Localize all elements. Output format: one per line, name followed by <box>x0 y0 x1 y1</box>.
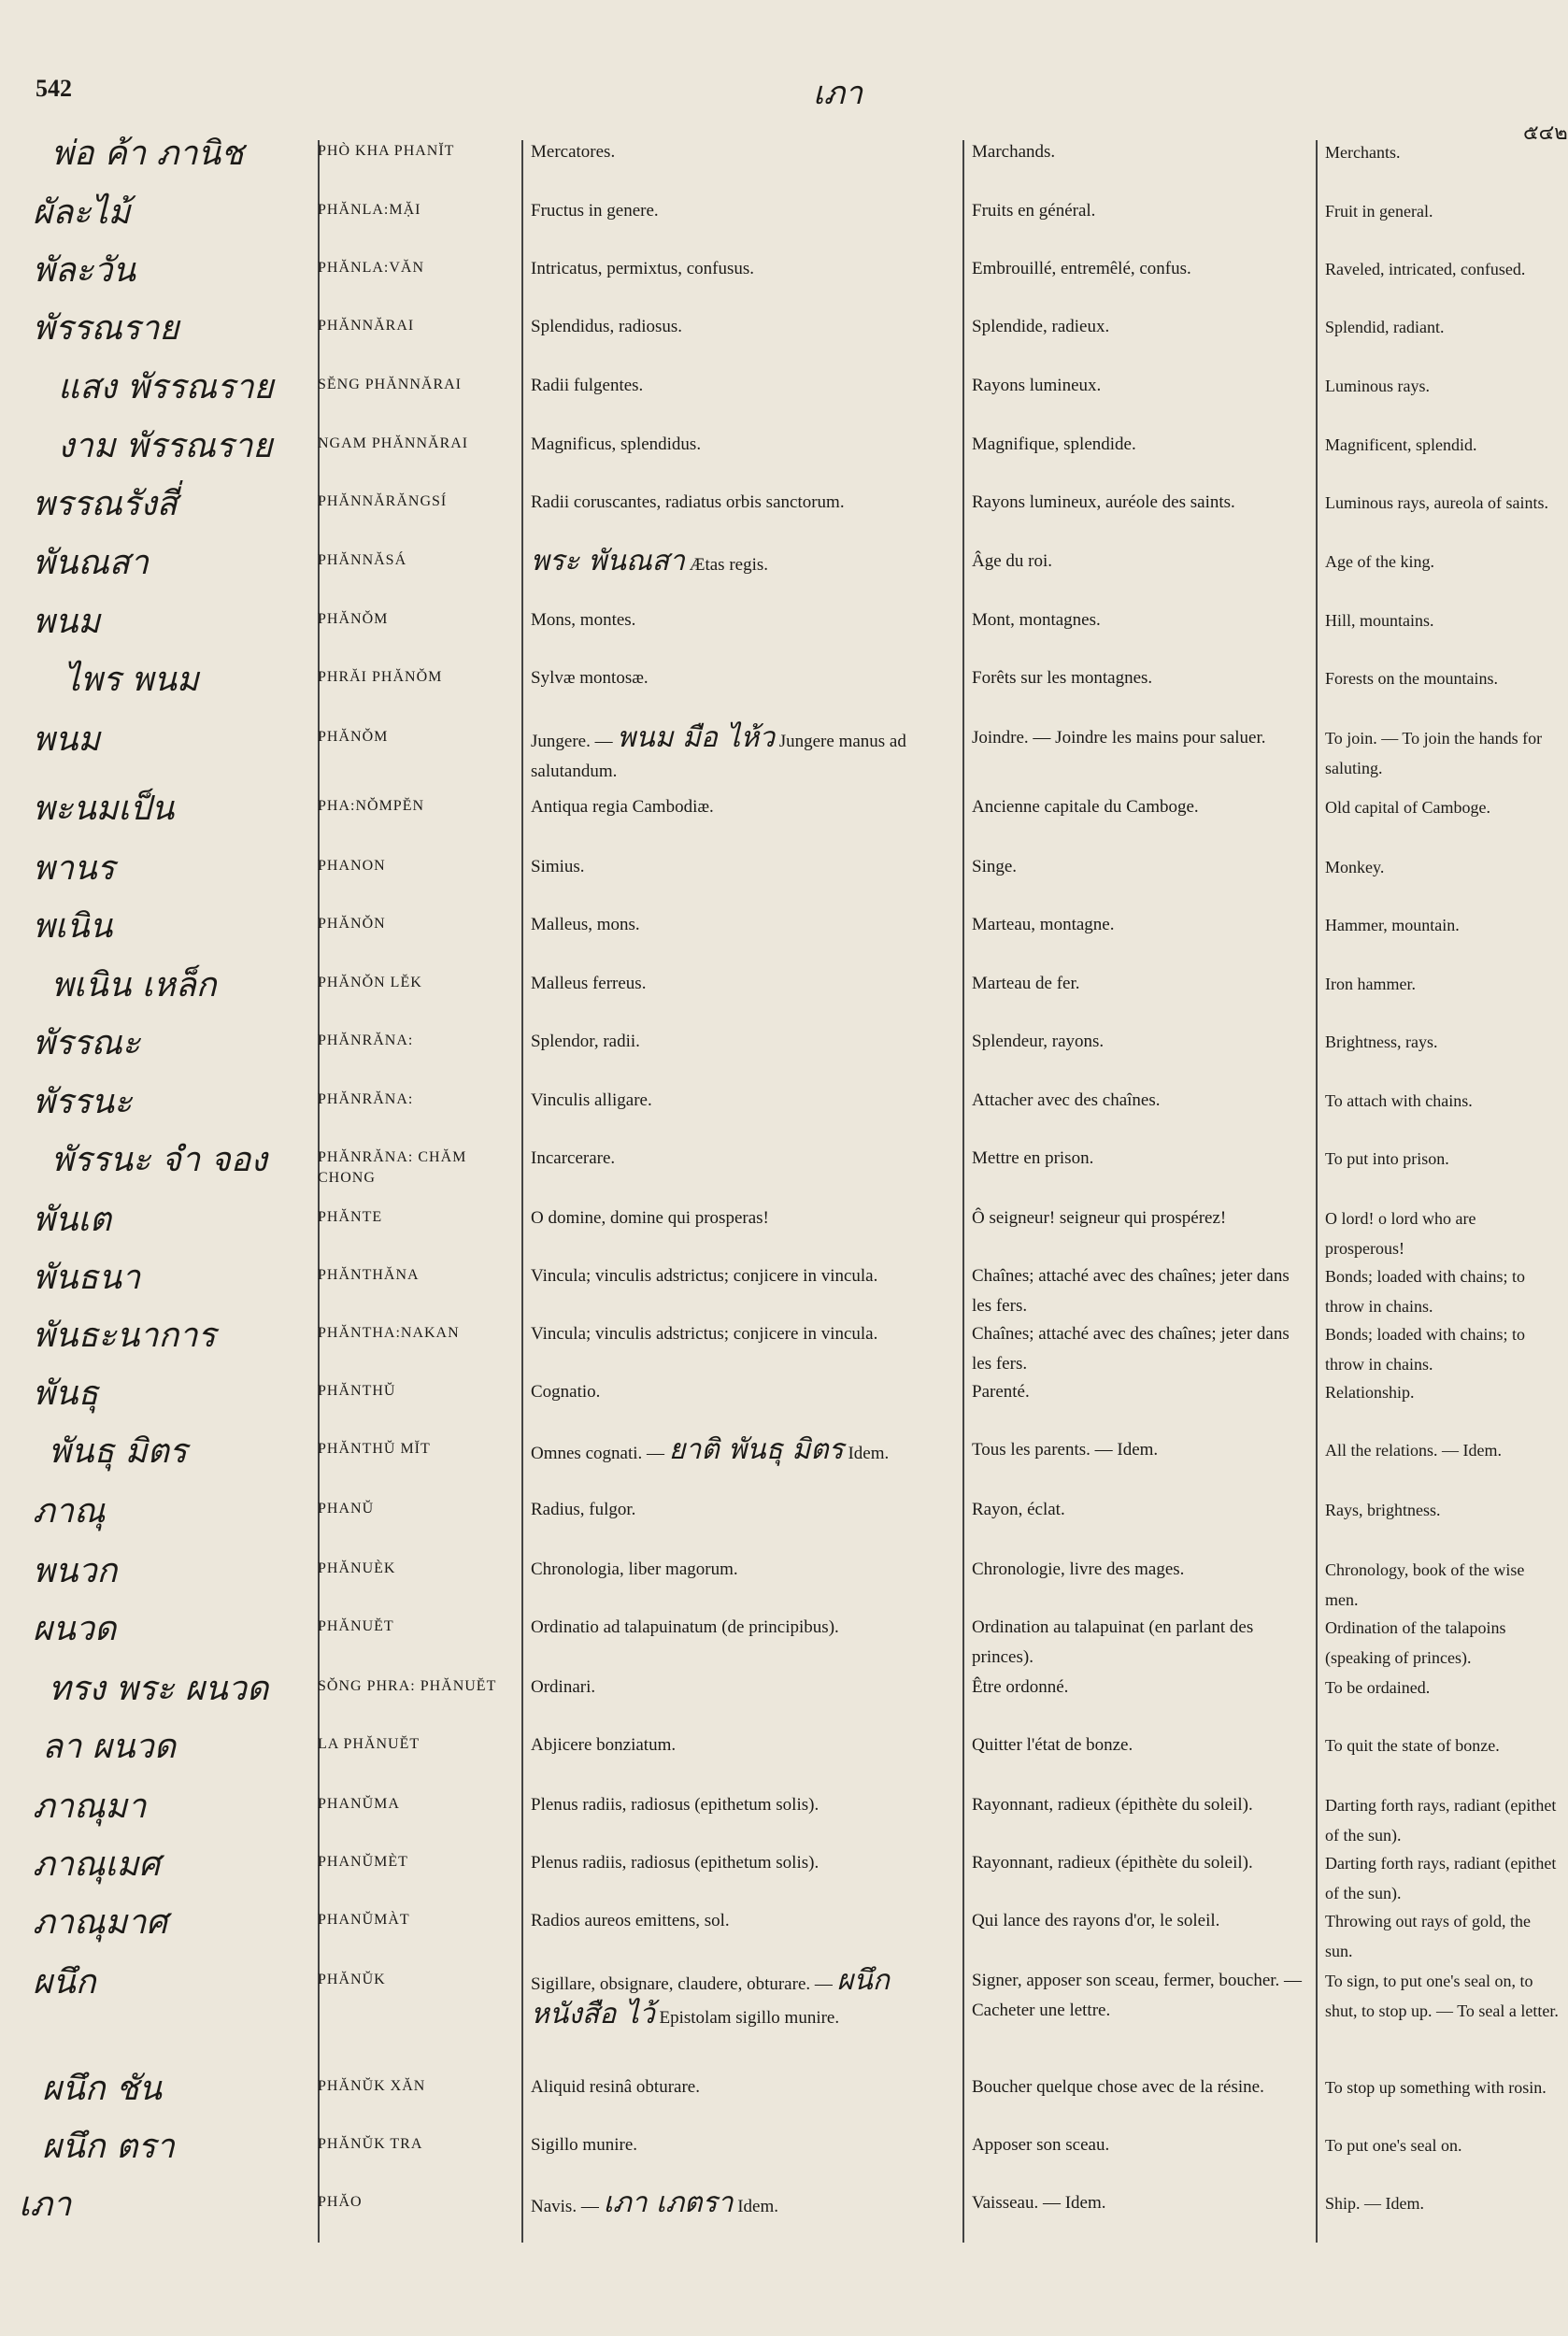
romanization: SŎNG PHRA: PHĂNUĔT <box>318 1678 497 1694</box>
thai-headword: พัรรนะ <box>33 1083 133 1121</box>
romanization: PHĂNLA:VĂN <box>318 260 424 276</box>
french-definition: Ô seigneur! seigneur qui prospérez! <box>972 1208 1227 1228</box>
latin-text: Jungere. — <box>531 732 613 751</box>
latin-definition <box>531 547 956 580</box>
french-definition: Ancienne capitale du Camboge. <box>972 797 1199 817</box>
latin-definition <box>531 663 956 693</box>
english-definition: Luminous rays, aureola of saints. <box>1325 493 1548 512</box>
latin-gloss: Epistolam sigillo munire. <box>659 2008 840 2028</box>
romanization: NGAM PHĂNNĂRAI <box>318 435 469 451</box>
english-definition: Bonds; loaded with chains; to throw in chains. <box>1325 1267 1525 1316</box>
latin-gloss: Jungere manus ad salutandum. <box>531 732 906 781</box>
english-definition: Darting forth rays, radiant (epithet of the sun). <box>1325 1796 1557 1845</box>
english-definition: Relationship. <box>1325 1383 1415 1402</box>
entry-row <box>0 1366 1563 1422</box>
english-definition: Throwing out rays of gold, the sun. <box>1325 1912 1531 1960</box>
thai-headword: พนวก <box>33 1552 118 1590</box>
latin-definition <box>531 1555 956 1585</box>
entry-row <box>0 419 1563 475</box>
latin-definition <box>531 137 956 167</box>
french-definition: Âge du roi. <box>972 551 1053 571</box>
romanization: PHĂNTHŬ MĬT <box>318 1441 431 1457</box>
entry-row <box>0 899 1563 955</box>
latin-text: Radii fulgentes. <box>531 376 644 395</box>
latin-definition <box>531 1906 956 1936</box>
latin-thai-example: พนม มือ ไห้ว <box>617 721 775 754</box>
thai-headword: พเนิน เหล็ก <box>51 966 217 1004</box>
latin-text: Radios aureos emittens, sol. <box>531 1911 730 1930</box>
romanization: PHĂNRĂNA: <box>318 1033 414 1048</box>
latin-text: Cognatio. <box>531 1382 601 1402</box>
romanization: PHĂO <box>318 2194 363 2210</box>
latin-thai-example: พระ พันณสา <box>531 545 685 577</box>
latin-text: Navis. — <box>531 2197 599 2216</box>
entry-row <box>0 1016 1563 1072</box>
latin-definition <box>531 792 956 822</box>
entry-row <box>0 301 1563 357</box>
french-definition: Rayons lumineux. <box>972 376 1102 395</box>
latin-text: Radius, fulgor. <box>531 1500 636 1519</box>
entry-row <box>0 1602 1563 1667</box>
latin-definition <box>531 2130 956 2160</box>
french-definition: Splendeur, rayons. <box>972 1032 1105 1051</box>
entry-row <box>0 1132 1563 1189</box>
latin-text: Malleus ferreus. <box>531 974 647 993</box>
latin-text: Malleus, mons. <box>531 915 640 934</box>
thai-headword: พนม <box>33 603 101 641</box>
romanization: PHRĂI PHĂNŎM <box>318 669 443 685</box>
romanization: SĔNG PHĂNNĂRAI <box>318 377 463 392</box>
english-definition: Merchants. <box>1325 143 1401 162</box>
thai-headword: พันธะนาการ <box>33 1317 216 1355</box>
latin-text: Radii coruscantes, radiatus orbis sanctorum. <box>531 492 845 512</box>
thai-headword: ภาณุ <box>33 1492 106 1531</box>
english-definition: Iron hammer. <box>1325 975 1416 993</box>
entry-row <box>0 1955 1563 2030</box>
entry-row <box>0 1308 1563 1374</box>
entry-row <box>0 360 1563 416</box>
latin-definition <box>531 2188 956 2222</box>
french-definition: Chronologie, livre des mages. <box>972 1560 1185 1579</box>
thai-headword: พันเต <box>33 1201 112 1239</box>
english-definition: To be ordained. <box>1325 1678 1431 1697</box>
french-definition: Mont, montagnes. <box>972 610 1101 630</box>
thai-headword: ผนึก ตรา <box>42 2128 175 2166</box>
latin-definition <box>531 1204 956 1233</box>
entry-row <box>0 594 1563 650</box>
latin-definition <box>531 1086 956 1116</box>
latin-definition <box>531 1319 956 1349</box>
latin-text: Sigillare, obsignare, claudere, obturare. — <box>531 1974 833 1994</box>
latin-text: Intricatus, permixtus, confusus. <box>531 259 755 278</box>
entry-row <box>0 1661 1563 1717</box>
latin-definition <box>531 1790 956 1820</box>
latin-gloss: Idem. <box>737 2197 779 2216</box>
romanization: PHĂNTHA:NAKAN <box>318 1325 460 1341</box>
romanization: PHĂNUĔT <box>318 1618 394 1634</box>
romanization: PHA:NŎMPĔN <box>318 798 425 814</box>
english-definition: Magnificent, splendid. <box>1325 435 1477 454</box>
entry-row <box>0 1895 1563 1960</box>
romanization: PHĂNŎM <box>318 729 389 745</box>
english-definition: Hammer, mountain. <box>1325 916 1460 934</box>
english-definition: Fruit in general. <box>1325 202 1433 221</box>
romanization: PHĂNŬK TRA <box>318 2136 423 2152</box>
latin-definition <box>531 1495 956 1525</box>
english-definition: Luminous rays. <box>1325 377 1430 395</box>
latin-definition <box>531 1613 956 1643</box>
latin-text: Fructus in genere. <box>531 201 659 221</box>
entry-row <box>0 1192 1563 1258</box>
margin-mark: ๕๔๒ <box>1523 121 1568 145</box>
latin-definition <box>531 1377 956 1407</box>
latin-definition <box>531 1144 956 1174</box>
romanization: PHĂNNĂRAI <box>318 318 415 334</box>
romanization: PHĂNTHŬ <box>318 1383 396 1399</box>
entry-row <box>0 2061 1563 2117</box>
thai-headword: ภาณุมา <box>33 1788 147 1826</box>
french-definition: Mettre en prison. <box>972 1148 1094 1168</box>
french-definition: Forêts sur les montagnes. <box>972 668 1153 688</box>
romanization: PHĂNŬK XĂN <box>318 2078 426 2094</box>
thai-headword: ลา ผนวด <box>42 1728 177 1766</box>
french-definition: Marchands. <box>972 142 1056 162</box>
thai-headword: ทรง พระ ผนวด <box>49 1670 269 1708</box>
french-definition: Rayonnant, radieux (épithète du soleil). <box>972 1795 1253 1815</box>
entry-row <box>0 1484 1563 1540</box>
latin-definition <box>531 2072 956 2102</box>
english-definition: Old capital of Camboge. <box>1325 798 1490 817</box>
english-definition: Splendid, radiant. <box>1325 318 1445 336</box>
latin-definition <box>531 1966 956 2033</box>
romanization: PHANŬMA <box>318 1796 400 1812</box>
thai-headword: ไพร พนม <box>64 661 199 699</box>
latin-text: Simius. <box>531 857 585 876</box>
english-definition: Chronology, book of the wise men. <box>1325 1560 1525 1609</box>
latin-text: Vincula; vinculis adstrictus; conjicere in vincula. <box>531 1324 878 1344</box>
english-definition: To quit the state of bonze. <box>1325 1736 1500 1755</box>
entry-row <box>0 1779 1563 1845</box>
latin-text: Splendor, radii. <box>531 1032 640 1051</box>
romanization: PHĂNŬK <box>318 1972 386 1987</box>
thai-headword: ภาณุเมศ <box>33 1845 161 1884</box>
thai-headword: พันธุ <box>33 1375 99 1413</box>
latin-definition <box>531 852 956 882</box>
english-definition: To join. — To join the hands for saluting. <box>1325 729 1543 777</box>
latin-definition <box>531 196 956 226</box>
latin-text: Vincula; vinculis adstrictus; conjicere in vincula. <box>531 1266 878 1286</box>
latin-text: Vinculis alligare. <box>531 1090 652 1110</box>
latin-text: Sylvæ montosæ. <box>531 668 649 688</box>
latin-definition <box>531 1435 956 1469</box>
english-definition: Ship. — Idem. <box>1325 2194 1424 2213</box>
romanization: PHĂNŎN LĔK <box>318 975 422 990</box>
entry-row <box>0 185 1563 241</box>
thai-headword: พันณสา <box>33 544 149 582</box>
french-definition: Joindre. — Joindre les mains pour saluer. <box>972 728 1266 748</box>
romanization: PHĂNNĂSÁ <box>318 552 407 568</box>
page-number: 542 <box>36 75 72 102</box>
latin-text: Plenus radiis, radiosus (epithetum solis). <box>531 1853 820 1873</box>
thai-headword: พนม <box>33 720 101 759</box>
latin-text: Mons, montes. <box>531 610 636 630</box>
english-definition: Monkey. <box>1325 858 1385 876</box>
french-definition: Embrouillé, entremêlé, confus. <box>972 259 1191 278</box>
french-definition: Être ordonné. <box>972 1677 1069 1697</box>
french-definition: Parenté. <box>972 1382 1030 1402</box>
latin-definition <box>531 605 956 635</box>
french-definition: Apposer son sceau. <box>972 2135 1110 2155</box>
entry-row <box>0 652 1563 708</box>
english-definition: To attach with chains. <box>1325 1091 1473 1110</box>
french-definition: Rayon, éclat. <box>972 1500 1065 1519</box>
english-definition: Raveled, intricated, confused. <box>1325 260 1526 278</box>
entry-row <box>0 781 1563 837</box>
latin-thai-example: ยาติ พันธุ มิตร <box>668 1433 844 1466</box>
thai-headword: พเนิน <box>33 907 113 946</box>
latin-text: Ordinatio ad talapuinatum (de principibus). <box>531 1617 839 1637</box>
entry-row <box>0 712 1563 781</box>
thai-headword: ผนวด <box>33 1610 117 1648</box>
romanization: PHĂNNĂRĂNGSÍ <box>318 493 448 509</box>
romanization: PHANŬMÀT <box>318 1912 410 1928</box>
latin-text: Mercatores. <box>531 142 616 162</box>
thai-headword: เภา <box>19 2186 72 2224</box>
thai-headword: แสง พัรรณราย <box>58 368 274 406</box>
entry-row <box>0 1837 1563 1902</box>
english-definition: Bonds; loaded with chains; to throw in chains. <box>1325 1325 1525 1374</box>
thai-headword: พัรรนะ จำ จอง <box>51 1141 267 1179</box>
thai-headword: ผนึก <box>33 1963 96 2001</box>
thai-headword: พ่อ ค้า ภานิช <box>51 135 244 173</box>
entry-row <box>0 1250 1563 1316</box>
romanization: PHANŬMÈT <box>318 1854 408 1870</box>
french-definition: Tous les parents. — Idem. <box>972 1440 1159 1460</box>
latin-text: Splendidus, radiosus. <box>531 317 683 336</box>
latin-definition <box>531 430 956 460</box>
english-definition: Age of the king. <box>1325 552 1434 571</box>
latin-text: Abjicere bonziatum. <box>531 1735 677 1755</box>
latin-thai-example: เภา เภตรา <box>603 2186 734 2219</box>
english-definition: Darting forth rays, radiant (epithet of the sun). <box>1325 1854 1557 1902</box>
romanization: PHĂNRĂNA: CHĂM CHONG <box>318 1149 467 1186</box>
french-definition: Marteau, montagne. <box>972 915 1115 934</box>
entry-row <box>0 841 1563 897</box>
latin-thai-example: ผนึก หนังสือ ไว้ <box>531 1964 890 2030</box>
thai-headword: ผนึก ชัน <box>42 2070 162 2108</box>
romanization: PHĂNLA:MẶI <box>318 202 421 218</box>
thai-headword: ภาณุมาศ <box>33 1903 168 1942</box>
english-definition: To put one's seal on. <box>1325 2136 1462 2155</box>
entry-row <box>0 535 1563 591</box>
entry-row <box>0 2177 1563 2233</box>
english-definition: Forests on the mountains. <box>1325 669 1498 688</box>
latin-definition <box>531 371 956 401</box>
romanization: PHĂNŎM <box>318 611 389 627</box>
romanization: PHĂNTHĂNA <box>318 1267 420 1283</box>
thai-headword: งาม พัรรณราย <box>58 427 273 465</box>
latin-definition <box>531 1261 956 1291</box>
latin-text: Chronologia, liber magorum. <box>531 1560 738 1579</box>
thai-headword: ผัละไม้ <box>33 193 131 232</box>
latin-text: Omnes cognati. — <box>531 1444 665 1463</box>
romanization: PHANON <box>318 858 386 874</box>
latin-definition <box>531 312 956 342</box>
english-definition: All the relations. — Idem. <box>1325 1441 1502 1460</box>
romanization: PHĂNRĂNA: <box>318 1091 414 1107</box>
latin-definition <box>531 1731 956 1760</box>
english-definition: Rays, brightness. <box>1325 1501 1441 1519</box>
french-definition: Quitter l'état de bonze. <box>972 1735 1133 1755</box>
thai-headword: พันธุ มิตร <box>49 1432 188 1471</box>
french-definition: Fruits en général. <box>972 201 1096 221</box>
romanization: PHÒ KHA PHANĬT <box>318 143 455 159</box>
french-definition: Ordination au talapuinat (en parlant des princes). <box>972 1617 1254 1667</box>
latin-text: Plenus radiis, radiosus (epithetum solis). <box>531 1795 820 1815</box>
french-definition: Vaisseau. — Idem. <box>972 2193 1106 2213</box>
running-head: เภา <box>813 75 863 112</box>
french-definition: Rayonnant, radieux (épithète du soleil). <box>972 1853 1253 1873</box>
entry-row <box>0 1719 1563 1775</box>
english-definition: Hill, mountains. <box>1325 611 1434 630</box>
entry-row <box>0 1544 1563 1609</box>
latin-definition <box>531 1848 956 1878</box>
latin-definition <box>531 910 956 940</box>
latin-definition <box>531 488 956 518</box>
latin-text: Aliquid resinâ obturare. <box>531 2077 700 2097</box>
french-definition: Rayons lumineux, auréole des saints. <box>972 492 1235 512</box>
thai-headword: พะนมเป็น <box>33 790 175 828</box>
french-definition: Marteau de fer. <box>972 974 1080 993</box>
entry-row <box>0 958 1563 1014</box>
latin-definition <box>531 723 956 787</box>
latin-definition <box>531 254 956 284</box>
latin-gloss: Ætas regis. <box>689 555 768 575</box>
latin-definition <box>531 969 956 999</box>
english-definition: To stop up something with rosin. <box>1325 2078 1547 2097</box>
english-definition: To sign, to put one's seal on, to shut, to stop up. — To seal a letter. <box>1325 1972 1559 2020</box>
latin-definition <box>531 1673 956 1702</box>
romanization: PHANŬ <box>318 1501 375 1517</box>
romanization: PHĂNUÈK <box>318 1560 396 1576</box>
latin-text: O domine, domine qui prosperas! <box>531 1208 769 1228</box>
french-definition: Splendide, radieux. <box>972 317 1110 336</box>
entry-row <box>0 477 1563 533</box>
thai-headword: พัละวัน <box>33 251 135 290</box>
entry-row <box>0 1075 1563 1131</box>
romanization: LA PHĂNUĔT <box>318 1736 421 1752</box>
latin-definition <box>531 1027 956 1057</box>
thai-headword: พัรรณราย <box>33 309 179 348</box>
french-definition: Magnifique, splendide. <box>972 434 1136 454</box>
romanization: PHĂNTE <box>318 1209 383 1225</box>
french-definition: Attacher avec des chaînes. <box>972 1090 1161 1110</box>
thai-headword: พรรณรังสี่ <box>33 485 178 523</box>
english-definition: To put into prison. <box>1325 1149 1449 1168</box>
latin-text: Sigillo munire. <box>531 2135 637 2155</box>
thai-headword: พันธนา <box>33 1259 141 1297</box>
french-definition: Qui lance des rayons d'or, le soleil. <box>972 1911 1220 1930</box>
english-definition: Ordination of the talapoins (speaking of princes). <box>1325 1618 1506 1667</box>
thai-headword: พานร <box>33 849 115 888</box>
latin-text: Magnificus, splendidus. <box>531 434 702 454</box>
latin-text: Incarcerare. <box>531 1148 616 1168</box>
latin-text: Antiqua regia Cambodiæ. <box>531 797 714 817</box>
french-definition: Boucher quelque chose avec de la résine. <box>972 2077 1264 2097</box>
latin-gloss: Idem. <box>848 1444 890 1463</box>
french-definition: Singe. <box>972 857 1018 876</box>
english-definition: Brightness, rays. <box>1325 1033 1438 1051</box>
english-definition: O lord! o lord who are prosperous! <box>1325 1209 1476 1258</box>
romanization: PHĂNŎN <box>318 916 386 932</box>
french-definition: Chaînes; attaché avec des chaînes; jeter dans les fers. <box>972 1266 1290 1316</box>
entry-row <box>0 2119 1563 2175</box>
french-definition: Signer, apposer son sceau, fermer, boucher. — Cacheter une lettre. <box>972 1971 1303 2020</box>
entry-row <box>0 1424 1563 1480</box>
latin-text: Ordinari. <box>531 1677 596 1697</box>
french-definition: Chaînes; attaché avec des chaînes; jeter dans les fers. <box>972 1324 1290 1374</box>
entry-row <box>0 243 1563 299</box>
entry-row <box>0 126 1563 182</box>
thai-headword: พัรรณะ <box>33 1024 141 1062</box>
